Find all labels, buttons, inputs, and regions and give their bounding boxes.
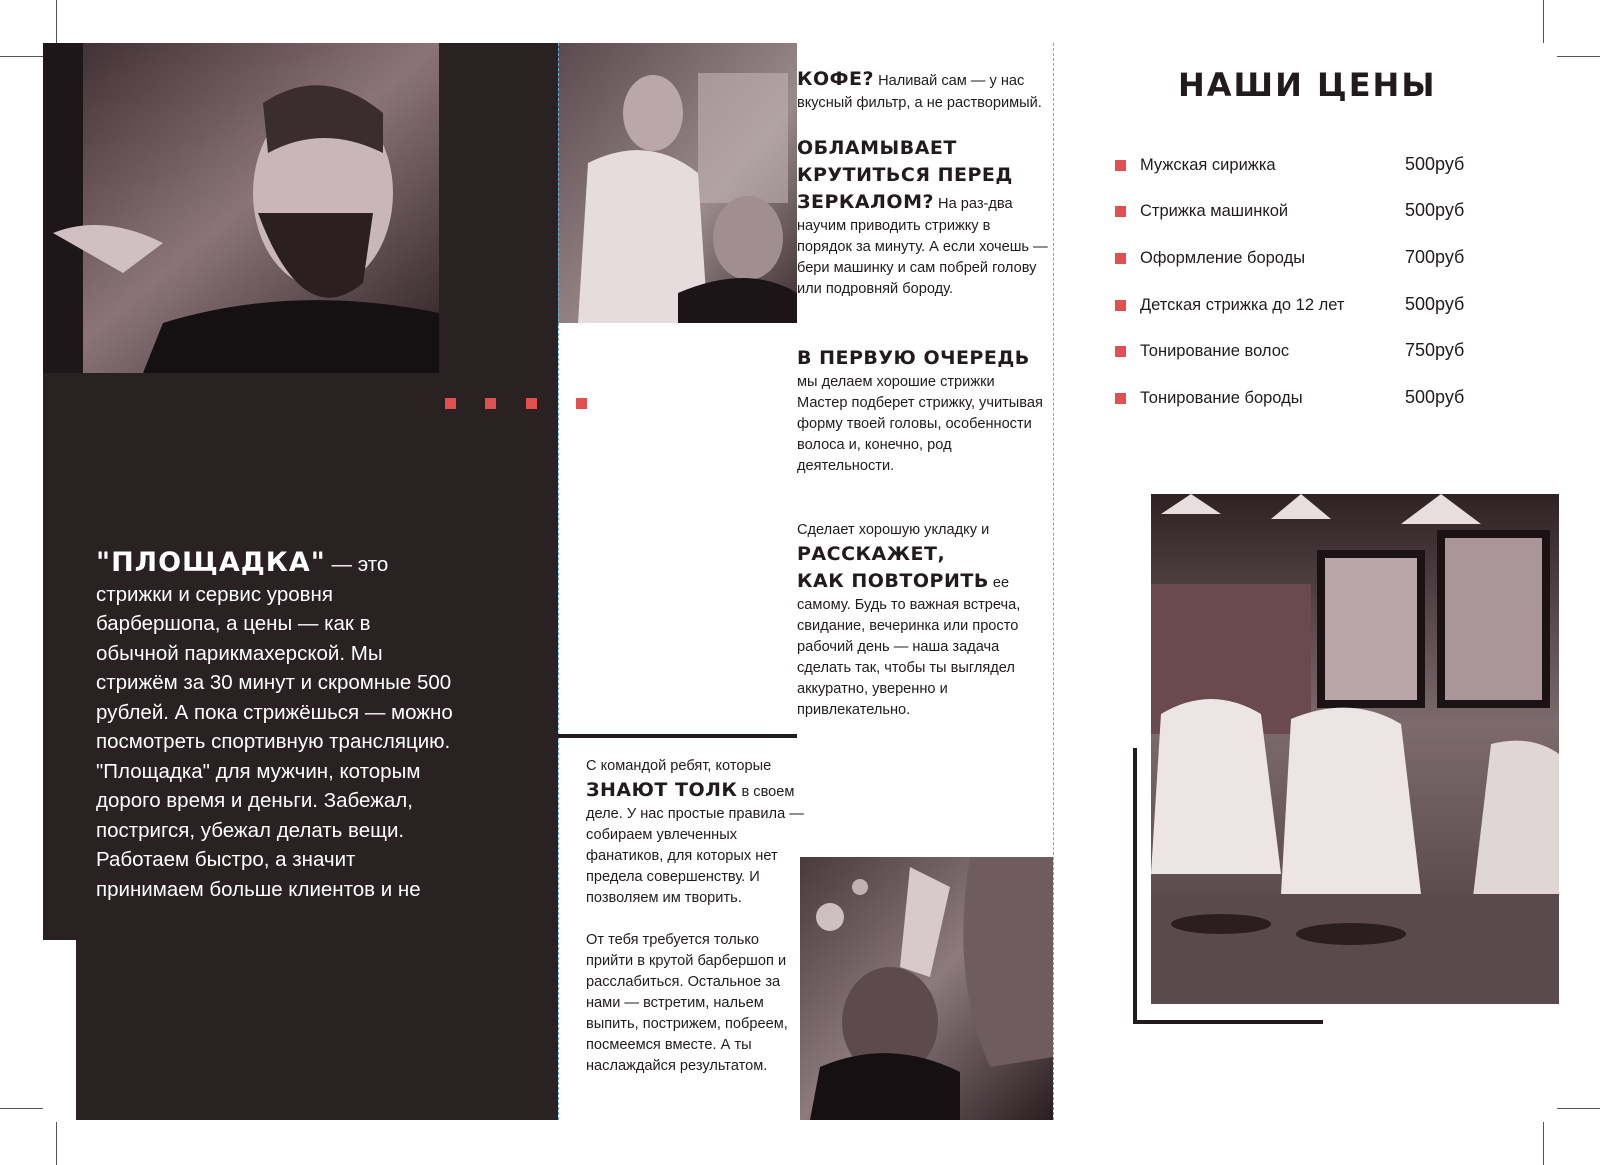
photo-barber-cutting [558, 43, 797, 323]
fold-line [558, 43, 559, 1120]
price-item-value: 500руб [1405, 387, 1465, 407]
coffee-text: Наливай сам — у нас вкусный фильтр, а не растворимый. [797, 73, 1042, 111]
crop-mark [56, 1122, 57, 1165]
price-row [1115, 294, 1475, 318]
price-row [1115, 247, 1475, 271]
team-heading: ЗНАЮТ ТОЛК [586, 779, 738, 801]
price-item-value: 500руб [1405, 294, 1465, 314]
price-item-value: 500руб [1405, 154, 1465, 174]
decor-square [445, 398, 456, 409]
frame-line-horizontal [1133, 1020, 1323, 1024]
bullet-square [1115, 300, 1126, 311]
bullet-square [1115, 253, 1126, 264]
crop-mark [1543, 1122, 1544, 1165]
decor-square [526, 398, 537, 409]
coffee-block [797, 66, 1049, 114]
team-text: деле. У нас простые правила — собираем увлеченных фанатиков, для которых нет предела совершенству. И позволяем им творить. [586, 806, 804, 906]
first-heading: В ПЕРВУЮ ОЧЕРЕДЬ [797, 347, 1030, 369]
price-item-name: Тонирование волос [1140, 342, 1290, 360]
mirror-heading: ОБЛАМЫВАЕТ КРУТИТЬСЯ ПЕРЕД ЗЕРКАЛОМ? [797, 137, 1013, 213]
price-row [1115, 340, 1475, 364]
mirror-text: На раз-два научим приводить стрижку в порядок за минуту. А если хочешь — бери машинку и сам побрей голову или подровняй бороду. [797, 196, 1048, 297]
team-pre: С командой ребят, которые [586, 758, 772, 774]
relax-text: От тебя требуется только прийти в крутой барбершоп и расслабиться. Остальное за нами — встретим, нальем выпить, пострижем, побреем, посмеемся вместе. А ты наслаждайся результатом. [586, 932, 788, 1074]
photo-hair-dryer [800, 857, 1053, 1120]
mirror-block [797, 135, 1049, 300]
intro-lead: — это стрижки и сервис уровня барбершопа, а цены — как в обычной парикмахерской. Мы стрижём за 30 минут и скромные 500 рублей. А пока стрижёшься — можно посмотреть спортивную трансляцию. [96, 553, 453, 753]
price-item-value: 750руб [1405, 340, 1465, 360]
crop-mark [1543, 0, 1544, 43]
bullet-square [1115, 393, 1126, 404]
decor-square [485, 398, 496, 409]
crop-mark [56, 0, 57, 43]
crop-mark [1557, 56, 1600, 57]
price-row [1115, 154, 1475, 178]
intro-body: "Площадка" для мужчин, которым дорого время и деньги. Забежал, постригся, убежал делать вещи. Работаем быстро, а значит принимаем больше клиентов и не [96, 759, 421, 901]
price-item-name: Стрижка машинкой [1140, 202, 1289, 220]
price-item-name: Детская стрижка до 12 лет [1140, 296, 1345, 314]
crop-mark [0, 1108, 43, 1109]
bullet-square [1115, 160, 1126, 171]
first-block [797, 345, 1047, 477]
frame-line-vertical [1133, 748, 1137, 1024]
brand-name: "ПЛОЩАДКА" [96, 547, 326, 578]
price-row [1115, 200, 1475, 224]
price-item-value: 500руб [1405, 200, 1465, 220]
price-item-name: Оформление бороды [1140, 249, 1306, 267]
price-row [1115, 387, 1475, 411]
price-item-name: Мужская сирижка [1140, 156, 1276, 174]
decor-square [576, 398, 587, 409]
bullet-square [1115, 346, 1126, 357]
styling-inline: ее [988, 575, 1010, 591]
styling-text: самому. Будь то важная встреча, свидание, вечеринка или просто рабочий день — наша задача сделать так, чтобы ты выглядел аккуратно, уверенно и привлекательно. [797, 597, 1021, 718]
styling-block [797, 520, 1047, 721]
photo-salon-interior [1151, 494, 1559, 1004]
price-item-name: Тонирование бороды [1140, 389, 1303, 407]
styling-heading-2: КАК ПОВТОРИТЬ [797, 570, 989, 592]
intro-text [96, 548, 456, 904]
styling-pre: Сделает хорошую укладку и [797, 522, 990, 538]
price-item-value: 700руб [1405, 247, 1465, 267]
prices-title: НАШИ ЦЕНЫ [1178, 66, 1437, 104]
section-rule [558, 734, 797, 738]
fold-line [1053, 43, 1054, 1120]
panel-notch [43, 940, 76, 1120]
crop-mark [0, 56, 43, 57]
relax-block [586, 930, 798, 1077]
first-text: мы делаем хорошие стрижки Мастер подберет стрижку, учитывая форму твоей головы, особенности волоса и, конечно, род деятельности. [797, 374, 1043, 474]
team-block [586, 756, 810, 909]
crop-mark [1557, 1108, 1600, 1109]
styling-heading-1: РАССКАЖЕТ, [797, 543, 946, 565]
team-inline: в своем [737, 784, 795, 800]
photo-bearded-client [43, 43, 439, 373]
bullet-square [1115, 206, 1126, 217]
coffee-heading: КОФЕ? [797, 68, 875, 90]
